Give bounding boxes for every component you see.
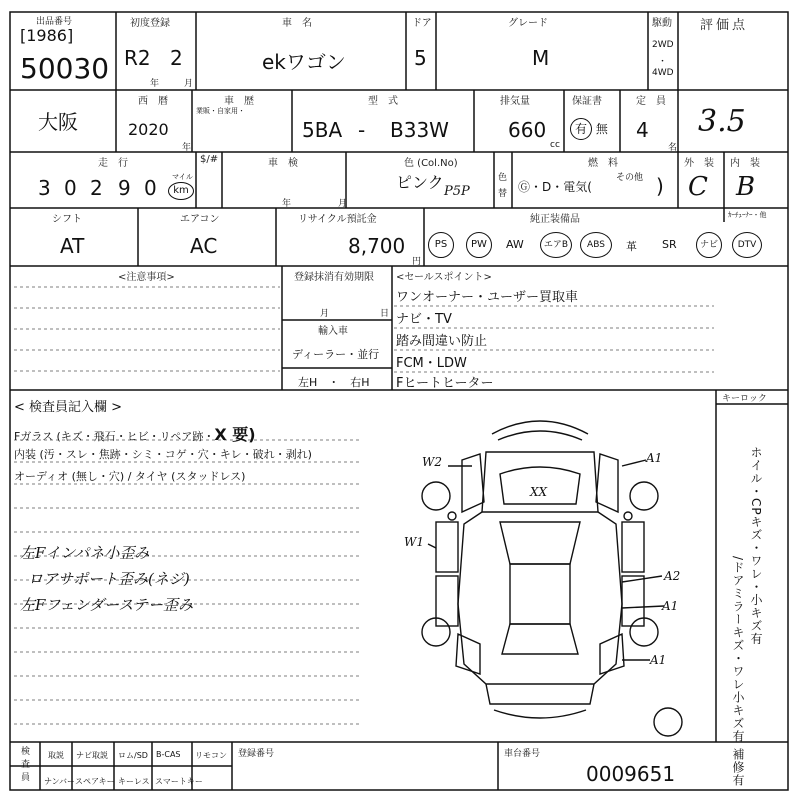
grade-label: グレード — [508, 18, 548, 29]
footer-rom-sd: ロム/SD — [118, 751, 148, 760]
footer-spare-key: スペアキー — [75, 777, 115, 786]
doors: 5 — [414, 46, 427, 70]
capacity: 4 — [636, 118, 649, 142]
doors-label: ドア — [412, 18, 432, 29]
drive-label: 駆動 — [652, 18, 672, 29]
exterior-label: 外 装 — [684, 158, 714, 169]
ac-label: エアコン — [180, 214, 220, 225]
warranty-no: 無 — [595, 122, 608, 136]
equip-abs: ABS — [580, 232, 612, 258]
mileage-d3: 9 — [118, 176, 131, 200]
mark-w2: W2 — [422, 455, 442, 469]
mileage-d4: 0 — [144, 176, 157, 200]
equip-ps: PS — [428, 232, 454, 258]
tuner-label: ｶｰﾁｭｰﾅｰ・他 — [728, 211, 767, 219]
mileage-d1: 0 — [64, 176, 77, 200]
history-label: 車 歴 — [224, 96, 254, 107]
sales-point-3: 踏み間違い防止 — [396, 334, 488, 349]
equip-airbag: エアB — [540, 232, 572, 258]
mileage-d2: 2 — [90, 176, 103, 200]
equip-aw: AW — [506, 238, 524, 251]
drive-4wd: 4WD — [652, 68, 674, 78]
reg-expiry-day: 日 — [380, 309, 390, 319]
inspection-glass-mark: X 要) — [214, 425, 256, 444]
inspection-interior: 内装 (汚・スレ・焦跡・シミ・コゲ・穴・キレ・破れ・剥れ) — [14, 448, 312, 461]
footer-manual: 取説 — [48, 751, 64, 760]
color-change-2: 替 — [498, 189, 508, 199]
western-year-unit: 年 — [182, 143, 192, 153]
footer-bcas: B-CAS — [156, 750, 181, 759]
inspection-glass — [14, 422, 256, 445]
color-change-1: 色 — [498, 173, 508, 183]
yen-unit: 円 — [412, 257, 422, 267]
location: 大阪 — [38, 110, 78, 134]
fuel-other: その他 — [616, 173, 644, 183]
cc-unit: cc — [550, 140, 560, 150]
history-sub: 業販・自家用・ — [196, 107, 245, 115]
footer-plate: ナンバー — [44, 777, 76, 786]
fuel-options: Ⓖ・D・電気( — [518, 180, 592, 194]
capacity-unit: 名 — [668, 143, 678, 153]
interior-label: 内 装 — [730, 158, 760, 169]
year-unit: 年 — [150, 79, 160, 89]
equip-navi: ナビ — [696, 232, 722, 258]
displacement-label: 排気量 — [500, 96, 530, 107]
mileage-d0: 3 — [38, 176, 51, 200]
lot-number: 50030 — [20, 52, 110, 85]
reg-expiry-label: 登録抹消有効期限 — [294, 272, 374, 283]
footer-smart-key: スマートキー — [155, 777, 203, 786]
sales-point-1: ワンオーナー・ユーザー買取車 — [396, 290, 579, 305]
warranty-values — [570, 118, 608, 140]
displacement: 660 — [508, 118, 547, 142]
equip-dtv: DTV — [732, 232, 762, 258]
lot-code-label: 出品番号 — [36, 17, 73, 27]
mileage-label: 走 行 — [98, 158, 128, 169]
recycle-label: リサイクル預託金 — [298, 214, 377, 225]
footer-side-label: 検査員 — [19, 746, 29, 785]
month-unit: 月 — [184, 79, 194, 89]
ac: AC — [190, 234, 218, 258]
car-name: ekワゴン — [262, 50, 346, 74]
handwritten-note-3: 左Fフェンダーステー歪み — [20, 596, 194, 614]
recycle: 8,700 — [348, 234, 406, 258]
first-reg-era: R2 — [124, 46, 151, 70]
model-code: B33W — [390, 118, 449, 142]
fuel-close: ) — [656, 174, 664, 198]
interior-grade: B — [736, 172, 756, 202]
sales-label: <セールスポイント> — [396, 272, 492, 283]
mark-a2: A2 — [664, 569, 681, 583]
handwritten-note-2: ロアサポート歪み(ネジ) — [28, 570, 190, 588]
grade: M — [532, 46, 550, 70]
fuel-label: 燃 料 — [588, 158, 618, 169]
car-name-label: 車 名 — [282, 18, 312, 29]
mark-a1-rear: A1 — [650, 653, 667, 667]
equip-leather: 革 — [626, 240, 637, 253]
steering: 左H ・ 右H — [298, 376, 370, 389]
car-damage-diagram — [400, 404, 700, 744]
sales-point-4: FCM・LDW — [396, 356, 467, 371]
lot-code: [1986] — [20, 26, 74, 45]
eval-score: 3.5 — [698, 104, 746, 139]
drive-dot: ・ — [658, 57, 668, 67]
import-value: ディーラー・並行 — [292, 348, 380, 361]
warranty-yes: 有 — [570, 118, 592, 140]
shift: AT — [60, 234, 85, 258]
side-note-2: /ドアミラーキズ・ワレ小キズ有 補修有 — [731, 556, 745, 787]
model-label: 型 式 — [368, 96, 398, 107]
mark-a1-front: A1 — [646, 451, 663, 465]
exterior-grade: C — [688, 172, 708, 202]
handwritten-note-1: 左Fインパネ小歪み — [20, 544, 150, 562]
color: ピンク — [396, 173, 444, 192]
chassis-label: 車台番号 — [504, 749, 541, 759]
side-note-1: ホイル・CPキズ・ワレ・小キズ有 — [749, 446, 763, 646]
inspection-year-unit: 年 — [282, 199, 292, 209]
footer-remote: リモコン — [195, 751, 227, 760]
color-label: 色 (Col.No) — [404, 158, 458, 169]
first-reg-label: 初度登録 — [130, 18, 170, 29]
inspection-label: 車 検 — [268, 158, 298, 169]
sales-point-5: Fヒートヒーター — [396, 376, 494, 391]
reg-no-label: 登録番号 — [238, 749, 275, 759]
chassis-number: 0009651 — [586, 762, 676, 786]
keylock-label: キーロック — [722, 394, 767, 404]
mark-w1: W1 — [404, 535, 424, 549]
change-label: $/# — [200, 154, 219, 165]
footer-keyless: キーレス — [118, 777, 150, 786]
sales-point-2: ナビ・TV — [396, 312, 452, 327]
mark-xx: XX — [530, 485, 548, 499]
equipment-label: 純正装備品 — [530, 214, 580, 225]
inspection-glass-text: Fガラス (キズ・飛石・ヒビ・リペア跡・ — [14, 430, 215, 443]
equip-sr: SR — [662, 238, 677, 251]
notes-label: <注意事項> — [118, 272, 175, 283]
footer-navi-manual: ナビ取説 — [76, 751, 108, 760]
first-reg-month: 2 — [170, 46, 183, 70]
warranty-label: 保証書 — [572, 96, 602, 107]
western-year-label: 西 暦 — [138, 96, 168, 107]
unit-km-wrap — [168, 182, 194, 200]
inspection-title: < 検査員記入欄 > — [14, 400, 123, 415]
model-prefix: 5BA — [302, 118, 343, 142]
reg-expiry-month: 月 — [320, 309, 330, 319]
mark-a1-side: A1 — [662, 599, 679, 613]
unit-km: km — [168, 182, 194, 200]
shift-label: シフト — [52, 214, 82, 225]
import-label: 輸入車 — [318, 326, 348, 337]
eval-label: 評価点 — [700, 18, 749, 33]
capacity-label: 定 員 — [636, 96, 666, 107]
equip-pw: PW — [466, 232, 492, 258]
model-dash: - — [358, 118, 366, 142]
inspection-month-unit: 月 — [338, 199, 348, 209]
inspection-audio: オーディオ (無し・穴) / タイヤ (スタッドレス) — [14, 470, 246, 483]
western-year: 2020 — [128, 120, 169, 139]
color-code: P5P — [444, 184, 470, 199]
unit-mile: マイル — [172, 173, 193, 181]
drive-2wd: 2WD — [652, 40, 674, 50]
